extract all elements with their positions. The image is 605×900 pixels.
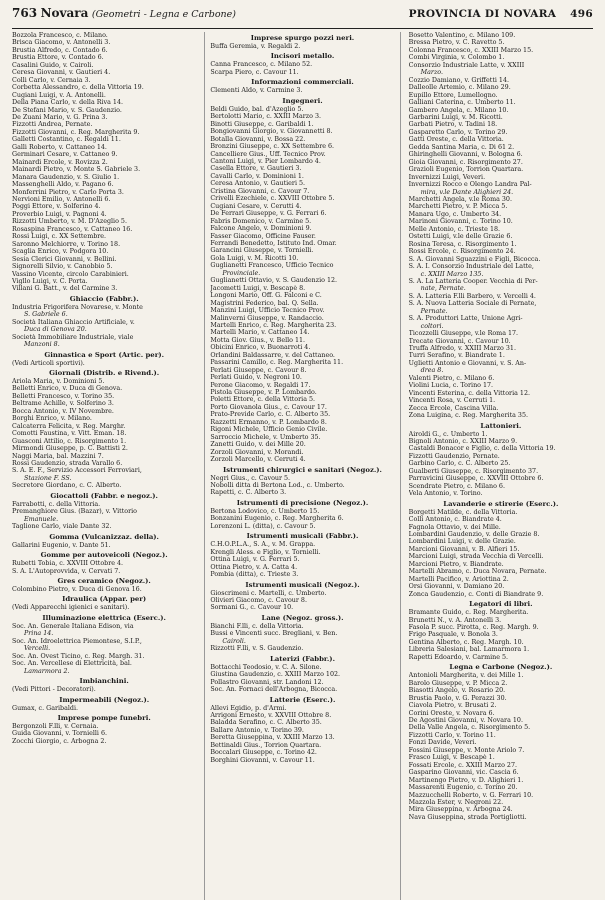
directory-entry: Casalini Guido, v. Cairoli. [12, 61, 94, 69]
directory-entry: Mazzucchelli Roberto, v. G. Ferrari 10. [408, 791, 534, 799]
directory-entry: Gambero Angela, c. Milano 10. [408, 106, 509, 114]
directory-entry: Ceresa Giovanni, v. Gautieri 4. [12, 69, 111, 77]
directory-entry: Botalla Giovanni, v. Bossa 22. [210, 135, 306, 143]
directory-entry: Bongiovanni Giorgio, v. Giovannetti 8. [210, 128, 333, 136]
directory-entry: Orsi Giovanni, v. Damiano 20. [408, 583, 505, 591]
directory-entry: Magistrini Federico, bal. Q. Sella. [210, 299, 319, 307]
category-heading: Giornali (Distrib. e Rivend.). [49, 369, 160, 378]
directory-entry: Zorzoli Giovanni, v. Morandi. [210, 448, 304, 456]
directory-entry: Nobolli ditta di Bertona Lod., c. Umberto. [210, 482, 345, 490]
directory-entry: Della Piana Carlo, v. della Riva 14. [12, 99, 124, 107]
directory-entry: Gedda Santina Maria, c. Di 61 2. [408, 143, 515, 151]
directory-entry: Bronzini Giuseppe, c. XX Settembre 6. [210, 143, 335, 151]
directory-entry: Obicini Enrico, v. Buonarroti 4. [210, 344, 311, 352]
directory-entry: Sormani G., c. Cavour 10. [210, 604, 294, 612]
directory-entry: Prato-Previde Carlo, c. C. Alberto 35. [210, 411, 331, 419]
entry-continuation: coltori. [420, 322, 444, 330]
directory-entry: Invernizzi Rocco e Olengo Landra Pal- [408, 181, 532, 189]
directory-entry: Manzini Luigi, Ufficio Tecnico Prov. [210, 307, 325, 315]
directory-entry: Calcaterra Felicita, v. Reg. Marghr. [12, 422, 126, 430]
column-2 [204, 32, 400, 900]
directory-entry: Rossi Ercole, c. Risorgimento 24. [408, 248, 516, 256]
directory-entry: Zonca Gaudenzio, c. Conti di Biandrate 9. [408, 590, 544, 598]
directory-entry: Gola Luigi, v. M. Ricotti 10. [210, 254, 299, 262]
directory-entry: Ballare Antonio, v. Torino 39. [210, 726, 304, 734]
directory-entry: Rosaspina Francesco, v. Cattaneo 16. [12, 225, 133, 233]
directory-entry: Mainardi Ercole, v. Rovizza 2. [12, 158, 108, 166]
directory-entry: Invernizzi Luigi, Veveri. [408, 173, 486, 181]
entry-continuation: Pernate. [420, 307, 448, 315]
directory-entry: Biasotti Angelo, v. Rosario 20. [408, 687, 506, 695]
entry-continuation: Provinciale. [222, 269, 261, 277]
directory-entry: Martelli Pacifico, v. Ariottina 2. [408, 575, 509, 583]
directory-entry: Mira Giuseppina, v. Arbogna 24. [408, 806, 513, 814]
directory-entry: S. A. Nuova Latteria Sociale di Pernate, [408, 300, 537, 308]
directory-entry: Belletti Enrico, v. Duca di Genova. [12, 385, 123, 393]
directory-entry: Binotti Giuseppe, c. Garibaldi 1. [210, 120, 314, 128]
directory-entry: Buffa Geremia, v. Regaldi 2. [210, 43, 301, 50]
directory-entry: Soc. An. Ovest Ticino, c. Reg. Margh. 31. [12, 652, 145, 660]
directory-entry: Comotti Faustina, v. Vitt. Eman. 18. [12, 430, 127, 438]
directory-entry: Rubetti Tobia, c. XXVIII Ottobre 4. [12, 560, 124, 568]
directory-entry: Frigo Pasquale, v. Bonola 3. [408, 631, 498, 639]
left-page-number: 763 [12, 6, 38, 20]
directory-entry: Bonzanini Eugenio, c. Reg. Margherita 6. [210, 515, 344, 523]
directory-entry: Sesia Clerici Giovanni, v. Bellini. [12, 255, 117, 263]
directory-entry: Naggi Maria, bal. Mazzini 7. [12, 452, 104, 460]
directory-entry: Cugiani Cesare, v. Cerutti 4. [210, 202, 302, 210]
directory-entry: Massarenti Eugenio, c. Torino 20. [408, 784, 518, 792]
directory-entry: Brustia Alfredo, c. Contado 6. [12, 46, 108, 54]
directory-entry: Garbino Carlo, c. C. Alberto 25. [408, 460, 511, 468]
directory-entry: Frasco Luigi, v. Bescapè 1. [408, 754, 495, 762]
directory-entry: Fasola P. succ. Pirotta, c. Reg. Margh. 9. [408, 623, 539, 631]
category-heading: Lattonieri. [480, 421, 522, 430]
category-heading: Lavanderie e stirerie (Eserc.). [443, 499, 559, 508]
directory-entry: Eupillo Ettore, Lumellogno. [408, 91, 498, 99]
directory-entry: Rizzotti F.lli, v. S. Gaudenzio. [210, 645, 304, 653]
directory-entry: Crivelli Ezechiele, c. XXVIII Ottobre 5. [210, 195, 335, 203]
directory-entry: Bettinaldi Gius., Torrion Quartara. [210, 741, 322, 749]
directory-entry: Bocca Antonio, v. IV Novembre. [12, 407, 114, 415]
entry-continuation: mira, v.le Dante Alighieri 24. [420, 188, 514, 196]
directory-entry: Arrigoni Ernesto, v. XXVIII Ottobre 8. [210, 711, 332, 719]
directory-entry: Rossi Luigi, c. XX Settembre. [12, 233, 107, 241]
directory-entry: Turri Serafino, v. Biandrate 1. [408, 352, 505, 360]
entry-continuation: Lamarmora 2. [24, 667, 70, 675]
directory-entry: S. A. I. Consorzio Industriale del Latte, [408, 263, 534, 271]
left-city: Novara [40, 6, 89, 20]
category-heading: Istrumenti di precisione (Negoz.). [236, 498, 369, 507]
entry-continuation: S. Gabriele 6. [24, 311, 68, 319]
category-heading: Impermeabili (Negoz.). [59, 695, 150, 704]
directory-entry: Colli Carlo, v. Cernaia 3. [12, 76, 91, 84]
directory-entry: Truffa Alfredo, v. XXIII Marzo 31. [408, 345, 516, 353]
directory-entry: Gioscrimeni c. Martelli, c. Umberto. [210, 589, 327, 597]
directory-entry: Guglianetti Ottavio, v. S. Gaudenzio 12. [210, 277, 338, 285]
directory-entry: Ariola Maria, v. Dominioni 5. [12, 378, 105, 386]
directory-entry: Vassino Vicente, circolo Carabinieri. [12, 270, 129, 278]
directory-entry: Martelli Enrico, c. Reg. Margherita 23. [210, 321, 337, 329]
directory-entry: Belletti Francesco, v. Torino 35. [12, 392, 115, 400]
directory-entry: Cugiani Luigi, v. A. Antonelli. [12, 91, 106, 99]
category-heading: Legna e Carbone (Negoz.). [449, 663, 553, 672]
directory-entry: Taglione Carlo, viale Dante 32. [12, 523, 112, 531]
directory-entry: Marchetti Pietro, v. P. Micca 5. [408, 203, 508, 211]
directory-entry: Canna Francesco, c. Milano 52. [210, 61, 313, 69]
entry-continuation: Cairoli. [222, 637, 246, 645]
directory-entry: Rapetti, c. C. Alberto 3. [210, 489, 287, 497]
directory-entry: Bussi e Vincenti succ. Bregliani, v. Ben. [210, 630, 338, 638]
directory-entry: Soc. An. Idroelettrica Piemontese, S.I.P., [12, 637, 142, 645]
directory-entry: Rapetti Edoardo, v. Carmine 5. [408, 653, 509, 661]
category-heading: Gomme per autoveicoli (Negoz.). [40, 551, 168, 560]
directory-entry: Vela Antonio, v. Torino. [408, 490, 483, 498]
directory-entry: Marinoni Giovanni, c. Torino 10. [408, 218, 513, 226]
directory-entry: Guglianetti Francesco, Ufficio Tecnico [210, 262, 334, 270]
category-heading: Istrumenti chirurgici e sanitari (Negoz.). [223, 465, 382, 474]
entry-continuation: nate, Pernate. [420, 285, 466, 293]
directory-entry: Bignoli Antonio, c. XXIII Marzo 9. [408, 438, 518, 446]
directory-entry: Manara Ugo, c. Umberto 34. [408, 210, 502, 218]
category-heading: Imprese pompe funebri. [57, 713, 151, 722]
directory-entry: Beltrame Achille, v. Solferino 3. [12, 400, 114, 408]
directory-entry: Bergonzoli F.lli, v. Cernaia. [12, 722, 99, 730]
directory-entry: Giustina Gaudenzio, c. XXIII Marzo 102. [210, 671, 341, 679]
directory-entry: Colli Antonio, c. Biandrate 4. [408, 516, 502, 524]
entry-continuation: Manzoni 8. [24, 341, 60, 349]
directory-entry: Mirmondi Giuseppe, p. C. Battisti 2. [12, 445, 128, 453]
directory-entry: Rigoni Michele, Ufficio Genio Civile. [210, 426, 328, 434]
directory-entry: Poggi Ettore, v. Solferino 4. [12, 203, 101, 211]
directory-entry: Fizzotti Carlo, v. Torino 11. [408, 731, 496, 739]
entry-continuation: Vercelli. [24, 645, 51, 653]
directory-entry: Brustia Paolo, v. G. Perazzi 30. [408, 694, 507, 702]
directory-entry: Brunetti N., v. A. Antonelli 3. [408, 616, 502, 624]
directory-entry: Zecca Ercole, Cascina Villa. [408, 404, 499, 412]
directory-entry: Bramante Guido, c. Reg. Margherita. [408, 609, 529, 617]
directory-entry: Olivieri Giacomo, c. Cavour 8. [210, 597, 307, 604]
directory-entry: (Vedi Articoli sportivi). [12, 359, 85, 367]
directory-entry: Barolo Giuseppe, v. P. Micca 2. [408, 679, 508, 687]
directory-entry: Signorelli Silvio, v. Canobbio 5. [12, 263, 113, 271]
directory-entry: Bianchi F.lli, c. della Vittoria. [210, 622, 304, 630]
directory-entry: Della Valle Angela, c. Risorgimento 5. [408, 724, 531, 732]
directory-entry: Mainardi Pietro, v. Monte S. Gabriele 3. [12, 166, 141, 174]
category-heading: Lane (Negoz. gross.). [261, 613, 344, 622]
directory-entry: Violini Lucia, c. Torino 17. [408, 382, 494, 390]
directory-entry: Galli Roberto, v. Cattaneo 14. [12, 143, 107, 151]
directory-entry: Brisca Giacomo, v. Antonelli 3. [12, 39, 111, 47]
directory-entry: S. A. L'Autoprovvida, v. Cervati 7. [12, 567, 121, 575]
directory-entry: Gatti Oreste, c. della Vittoria. [408, 136, 504, 144]
left-section: (Geometri - Legna e Carbone) [91, 9, 236, 20]
directory-entry: Ferrandi Benedetto, Istituto Ind. Omar. [210, 239, 337, 247]
directory-entry: Uglietti Antonio e Giovanni, v. S. An- [408, 359, 527, 367]
directory-entry: Lombardini Luigi, v. delle Grazie. [408, 538, 516, 546]
category-heading: Istrumenti musicali (Fabbr.). [246, 532, 359, 541]
category-heading: Giocattoli (Fabbr. e negoz.). [50, 491, 158, 500]
directory-entry: Clementi Aldo, v. Carmine 3. [210, 87, 303, 95]
columns [12, 32, 593, 900]
category-heading: Legatori di libri. [469, 600, 533, 609]
category-heading: Ghiaccio (Fabbr.). [69, 294, 139, 303]
directory-entry: Marcioni Giovanni, v. B. Alfieri 15. [408, 545, 520, 553]
directory-entry: Scarpa Piero, c. Cavour 11. [210, 68, 299, 76]
directory-entry: De Agostini Giovanni, v. Novara 10. [408, 716, 523, 724]
directory-entry: Valenti Pietro, c. Milano 6. [408, 374, 495, 382]
directory-entry: Castaldi Bonacor e Figlio, c. della Vittoria 19. [408, 445, 556, 453]
directory-entry: Martinengo Pietro, v. D. Alighieri 1. [408, 776, 524, 784]
directory-entry: S. A. Produttori Latte, Unione Agri- [408, 315, 523, 323]
directory-entry: Premanghiore Gius. (Bazar), v. Vittorio [12, 508, 137, 516]
directory-entry: Cristina Giovanni, c. Cavour 7. [210, 187, 310, 195]
directory-entry: Soc. An. Vercellese di Elettricità, bal. [12, 660, 132, 668]
category-heading: Imprese spurgo pozzi neri. [250, 34, 355, 42]
directory-entry: Fizzotti Giovanni, c. Reg. Margherita 9. [12, 128, 140, 136]
directory-entry: Garancini Giuseppe, v. Tornielli. [210, 247, 314, 255]
directory-entry: Vincenti Rosa, v. Cerruti 1. [408, 397, 496, 405]
directory-entry: Garbarini Luigi, v. M. Ricotti. [408, 113, 503, 121]
directory-entry: Marcioni Pietro, v. Biandrate. [408, 560, 504, 568]
directory-entry: Vincenti Esterina, c. della Vittoria 12. [408, 389, 531, 397]
directory-entry: Bosetto Valentino, c. Milano 109. [408, 32, 516, 39]
directory-entry: Villani G. Batt., v. del Carmine 3. [12, 285, 118, 293]
category-heading: Ingegneri. [282, 96, 323, 105]
directory-entry: Rossi Gaudenzio, strada Varallo 6. [12, 460, 123, 468]
directory-entry: Guasconi Attilio, c. Risorgimento 1. [12, 437, 127, 445]
directory-entry: De Stefani Mario, v. S. Gaudenzio. [12, 106, 122, 114]
directory-entry: Bertona Lodovico, c. Umberto 15. [210, 507, 320, 515]
directory-entry: Rosina Teresa, c. Risorgimento 1. [408, 240, 517, 248]
directory-entry: De Ferrari Giuseppe, v. G. Ferrari 6. [210, 210, 327, 218]
entry-continuation: Marzo. [420, 69, 444, 77]
directory-entry: Fizzotti Andrea, Pernate. [12, 121, 93, 129]
directory-entry: Ticozzelli Giuseppe, v.le Roma 17. [408, 330, 519, 338]
directory-entry: Antonioli Margherita, v. dei Mille 1. [408, 672, 524, 680]
directory-entry: Martelli Abramo, c. Duca Novara, Pernate. [408, 568, 547, 576]
header-right [409, 8, 593, 20]
column-3 [409, 32, 593, 900]
category-heading: Istrumenti musicali (Negoz.). [245, 580, 360, 589]
directory-entry: Libreria Salesiani, bal. Lamarmora 1. [408, 646, 530, 654]
category-heading: Incisori metallo. [270, 52, 335, 61]
directory-entry: Scaglia Enrico, v. Podgora 10. [12, 248, 109, 256]
directory-entry: Ciavola Pietro, v. Brusati 2. [408, 702, 497, 710]
entry-continuation: drea 8. [420, 367, 444, 375]
directory-entry: Zorzoli Marcello, v. Cerruti 4. [210, 456, 306, 464]
directory-entry: Boccalari Giuseppe, c. Torino 42. [210, 749, 317, 757]
directory-entry: Combi Virginia, v. Colombo 1. [408, 54, 505, 62]
directory-entry: Perlati Giuseppe, c. Cavour 8. [210, 366, 307, 374]
directory-entry: Borghini Giovanni, v. Cavour 11. [210, 756, 315, 764]
directory-entry: Motta Giov. Gius., v. Bello 11. [210, 336, 306, 344]
directory-entry: Fabris Domenico, v. Carmine 5. [210, 217, 312, 225]
directory-entry: Gasparetto Carlo, v. Torino 29. [408, 128, 508, 136]
directory-entry: Scendrate Pietro, c. Milano 6. [408, 482, 505, 490]
directory-entry: Gentina Alberto, c. Reg. Margh. 10. [408, 638, 524, 646]
directory-entry: Rizzotti Umberto, v. M. D'Azeglio 5. [12, 218, 127, 226]
directory-entry: Consorzio Industriale Latte, v. XXIII [408, 61, 525, 69]
directory-entry: Melle Antonio, c. Trieste 18. [408, 225, 501, 233]
directory-entry: Lorenzoni L. (ditta), c. Cavour 5. [210, 522, 316, 530]
directory-entry: Negri Gius., c. Cavour 5. [210, 474, 291, 482]
directory-entry: Ottina Pietro, v. A. Catta 4. [210, 563, 298, 571]
directory-entry: Longoni Mario, Off. G. Falconi e C. [210, 292, 322, 300]
directory-entry: Società Italiana Ghiaccio Artificiale, v. [12, 318, 135, 326]
header-left [12, 6, 236, 20]
directory-entry: Gioia Giovanni, c. Risorgimento 27. [408, 158, 523, 166]
directory-entry: Fossati Ercole, c. XXIII Marzo 27. [408, 761, 517, 769]
directory-entry: Secretore Giordano, c. C. Alberto. [12, 482, 122, 490]
directory-entry: Ostetti Luigi, v.le delle Grazie 6. [408, 233, 513, 241]
right-title: PROVINCIA DI NOVARA [408, 8, 557, 20]
directory-entry: Gallarini Eugenio, v. Dante 51. [12, 541, 111, 549]
directory-entry: Farrabotti, c. della Vittoria. [12, 500, 101, 508]
directory-entry: S. A. Latteria F.lli Barbero, v. Vercelli 4. [408, 292, 536, 300]
directory-entry: Baladda Serafino, c. C. Alberto 35. [210, 719, 322, 727]
directory-entry: Soc. An. Fornaci dell'Arbogna, Bicocca. [210, 686, 338, 694]
directory-entry: Malinverni Giuseppe, v. Randaccio. [210, 314, 324, 322]
directory-entry: Bottacchi Teodosio, v. C. A. Silone. [210, 663, 322, 671]
directory-entry: Passarini Camillo, c. Reg. Margherita 11. [210, 359, 344, 367]
directory-entry: Porto Giovanola Gius., c. Cavour 17. [210, 403, 327, 411]
directory-entry: Ceresa Antonio, v. Gautieri 5. [210, 180, 306, 188]
category-heading: Latterie (Eserc.). [269, 695, 336, 704]
category-heading: Laterizi (Fabbr.). [269, 654, 335, 663]
directory-entry: Zona Luigina, c. Reg. Margherita 35. [408, 412, 529, 420]
category-heading: Ginnastica e Sport (Artic. per). [44, 350, 164, 359]
directory-entry: Galliani Caterina, c. Umberto 11. [408, 99, 516, 107]
directory-entry: Nava Giuseppina, strada Portigliotti. [408, 813, 527, 821]
entry-continuation: Duca di Genova 20. [24, 326, 87, 334]
entry-continuation: c. XXIII Marzo 135. [420, 270, 484, 278]
directory-entry: S. A. E. F., Servizio Accessori Ferroviari, [12, 467, 142, 475]
directory-entry: Perone Giacomo, v. Regaldi 17. [210, 381, 311, 389]
directory-entry: Corini Oreste, v. Novara 6. [408, 709, 495, 717]
category-heading: Illuminazione elettrica (Eserc.). [42, 613, 166, 622]
directory-entry: Società Immobiliare Industriale, viale [12, 333, 134, 341]
directory-entry: Ottina Luigi, v. G. Ferrari 5. [210, 556, 300, 564]
directory-entry: Germinari Cesare, v. Cattaneo 9. [12, 151, 118, 159]
directory-entry: Marchetti Angela, v.le Roma 30. [408, 195, 512, 203]
directory-entry: Gumax, c. Garibaldi. [12, 704, 79, 712]
directory-entry: Galletti Costantino, c. Regaldi 11. [12, 136, 121, 144]
directory-entry: Perlati Guido, v. Negroni 10. [210, 374, 302, 382]
directory-entry: Fizzotti Gaudenzio, Pernate. [408, 452, 500, 460]
directory-entry: Bozzola Francesco, c. Milano. [12, 32, 108, 39]
directory-entry: Falcone Angelo, v. Dominioni 9. [210, 225, 312, 233]
directory-entry: Cantoni Luigi, v. Pier Lombardo 4. [210, 157, 321, 165]
directory-entry: Guida Giovanni, v. Tornielli 6. [12, 730, 108, 738]
directory-entry: De Zuani Mario, v. G. Prina 3. [12, 113, 108, 121]
directory-entry: Zanetti Guido, v. dei Mille 20. [210, 441, 306, 449]
directory-entry: Fossini Giuseppe, v. Monte Ariolo 7. [408, 746, 525, 754]
directory-entry: Orlandini Baldassarre, v. del Cattaneo. [210, 351, 335, 359]
directory-entry: Gualberti Giuseppe, c. Risorgimento 37. [408, 467, 539, 475]
directory-entry: (Vedi Apparecchi igienici e sanitari). [12, 604, 130, 612]
directory-entry: Casella Ettore, v. Gautieri 3. [210, 165, 302, 173]
category-heading: Imbianchini. [79, 677, 129, 686]
directory-entry: Airoldi G., c. Umberto 1. [408, 430, 488, 438]
directory-entry: Gasparino Giovanni, vic. Cascia 6. [408, 769, 519, 777]
directory-entry: Trecate Giovanni, c. Cavour 10. [408, 337, 511, 345]
directory-entry: Colonna Francesco, c. XXIII Marzo 15. [408, 46, 534, 54]
directory-entry: Pombia (ditta), c. Trieste 3. [210, 571, 299, 579]
directory-entry: Lombardini Gaudenzio, v. delle Grazie 8. [408, 531, 540, 538]
category-heading: Gres ceramico (Negoz.). [57, 577, 151, 585]
directory-entry: Poletti Ettore, c. della Vittoria 5. [210, 396, 316, 404]
directory-entry: Fagnola Ottavio, v. dei Mille. [408, 523, 501, 531]
directory-entry: Zocchi Giorgio, c. Arbogna 2. [12, 737, 107, 745]
directory-entry: Bressa Pietro, v. C. Ravetto 5. [408, 39, 505, 47]
directory-entry: Saronno Melchiorre, v. Torino 18. [12, 240, 121, 248]
page-header [12, 6, 593, 29]
category-heading: Gomma (Vulcanizzaz. della). [49, 532, 159, 541]
directory-entry: Razzetti Ermanno, v. P. Lombardo 8. [210, 418, 327, 426]
category-heading: Idraulica (Appar. per) [62, 595, 147, 604]
column-1 [12, 32, 196, 900]
directory-entry: Fonzi Davide, Veveri. [408, 739, 477, 747]
directory-entry: Jacometti Luigi, v. Bescapè 8. [210, 284, 306, 292]
directory-entry: Krengli Aless. e Figlio, v. Tornielli. [210, 548, 321, 556]
directory-entry: Cavalli Carlo, v. Dominioni 1. [210, 172, 304, 180]
directory-entry: Manara Gaudenzio, v. S. Giulio 1. [12, 173, 120, 181]
directory-entry: Industria Frigorifera Novarese, v. Monte [12, 303, 143, 311]
directory-entry: Beldi Guido, bal. d'Azeglio 5. [210, 105, 304, 113]
directory-entry: Beretta Giuseppina, v. XXIII Marzo 13. [210, 734, 335, 742]
entry-continuation: Emanuele. [24, 515, 59, 523]
directory-entry: S. A. La Latteria Cooper. Vecchia di Per- [408, 277, 538, 285]
directory-entry: Corbetta Alessandro, c. della Vittoria 19. [12, 84, 144, 92]
directory-entry: Garbati Pietro, v. Tadini 18. [408, 121, 498, 129]
directory-entry: Cancelliere Gius., Uff. Tecnico Prov. [210, 150, 326, 158]
directory-entry: Borgetti Matilde, c. della Vittoria. [408, 508, 518, 516]
directory-entry: Monferrini Pietro, v. Carlo Porta 3. [12, 188, 124, 196]
directory-entry: Fasser Giacomo, Officine Fauser. [210, 232, 316, 240]
directory-entry: Pollastro Giovanni, str. Landoni 12. [210, 678, 324, 686]
entry-continuation: Stazione F. SS. [24, 474, 72, 482]
directory-entry: (Vedi Pittori - Decoratori). [12, 686, 96, 694]
category-heading: Informazioni commerciali. [251, 78, 354, 87]
entry-continuation: Prina 14. [24, 630, 54, 638]
directory-entry: Mazzola Ester, v. Negroni 22. [408, 798, 504, 806]
directory-entry: C.H.O.P.L.A., S. A., v. M. Grappa. [210, 541, 316, 549]
directory-entry: S. A. Giovanni Sguazzini e Figli, Bicocca. [408, 255, 541, 263]
directory-entry: Pistola Giuseppe, v. P. Lombardo. [210, 389, 317, 397]
directory-entry: Massenghelli Aldo, v. Pagano 6. [12, 181, 114, 189]
directory-entry: Allevi Egidio, p. d'Armi. [210, 704, 287, 712]
directory-entry: Marcioni Luigi, strada Vecchia di Vercelli. [408, 553, 544, 561]
directory-entry: Proverbio Luigi, v. Pagnoni 4. [12, 210, 107, 218]
directory-entry: Soc. An. Generale Italiana Edison, via [12, 622, 134, 630]
directory-entry: Grazioli Eugenio, Torrion Quartara. [408, 166, 524, 174]
directory-entry: Nervioni Emilio, v. Antonelli 6. [12, 195, 111, 203]
directory-entry: Ghiringhelli Giovanni, v. Bologna 6. [408, 151, 523, 159]
directory-entry: Vigllo Luigi, v. C. Porta. [12, 277, 88, 285]
directory-entry: Cozzio Damiano, v. Griffetti 14. [408, 76, 509, 84]
directory-entry: Dalleolle Artemio, c. Milano 29. [408, 84, 511, 92]
directory-entry: Parravicini Giuseppe, c. XXVIII Ottobre 6. [408, 475, 544, 483]
directory-entry: Bertolotti Mario, c. XXIII Marzo 3. [210, 113, 322, 121]
directory-entry: Martelli Mario, v. Cattaneo 14. [210, 329, 310, 337]
directory-entry: Colombino Pietro, v. Duca di Genova 16. [12, 586, 142, 593]
directory-entry: Brustia Ettore, v. Contado 6. [12, 54, 104, 62]
right-page-number: 496 [570, 8, 593, 20]
directory-entry: Borghi Enrico, v. Milano. [12, 415, 92, 423]
directory-entry: Sarroccio Michele, v. Umberto 35. [210, 433, 321, 441]
